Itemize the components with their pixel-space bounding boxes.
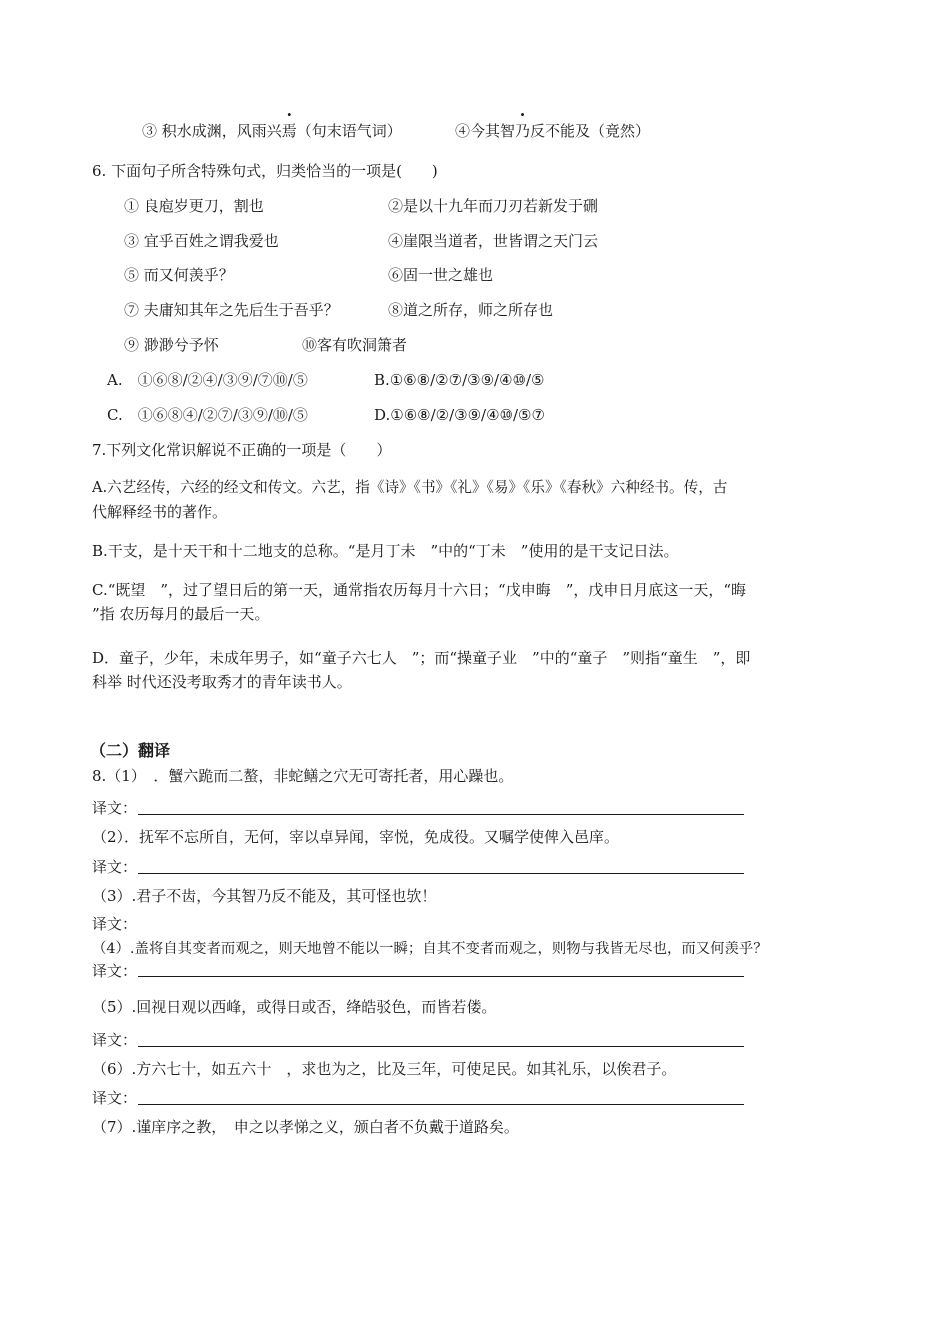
q7-option-b: B.干支，是十天干和十二地支的总称。“是月丁未 ”中的“丁未 ”使用的是干支记日法。 xyxy=(92,542,679,560)
translation-label-2: 译文： xyxy=(92,858,138,876)
answer-line-6[interactable] xyxy=(138,1104,744,1105)
q6-item-7: ⑦ 夫庸知其年之先后生于吾乎？ xyxy=(124,301,339,319)
q6-item-2: ②是以十九年而刀刃若新发于硎 xyxy=(388,197,599,215)
q6-option-c: C. ①⑥⑧④/②⑦/③⑨/⑩/⑤ xyxy=(107,406,308,424)
q6-item-6: ⑥固一世之雄也 xyxy=(388,266,494,284)
q6-item-4: ④崖限当道者，世皆谓之天门云 xyxy=(388,232,599,250)
q5-options-row xyxy=(142,121,402,141)
q6-stem: 6. 下面句子所含特殊句式，归类恰当的一项是( ) xyxy=(92,162,438,180)
q6-option-a: A. ①⑥⑧/②④/③⑨/⑦⑩/⑤ xyxy=(107,371,308,389)
q7-option-d-line2: 科举 时代还没考取秀才的青年读书人。 xyxy=(92,673,352,691)
q5-option3-pre: ③ 积水成渊，风雨兴 xyxy=(142,122,282,140)
q7-option-c-line2: ”指 农历每月的最后一天。 xyxy=(92,605,270,623)
section-title-translation: （二）翻译 xyxy=(90,741,171,760)
q6-option-b: B.①⑥⑧/②⑦/③⑨/④⑩/⑤ xyxy=(374,371,545,389)
q7-option-d-line1: D．童子，少年，未成年男子，如“童子六七人 ”；而“操童子业 ”中的“童子 ”则指“童生 ”，即 xyxy=(92,649,751,667)
q6-item-1: ① 良庖岁更刀，割也 xyxy=(124,197,264,215)
translation-label-4: 译文： xyxy=(92,962,138,980)
q5-option4-pre: ④今其智 xyxy=(455,122,516,140)
q5-option3-post: （句末语气词） xyxy=(296,122,402,140)
answer-line-1[interactable] xyxy=(138,814,744,815)
translation-label-3: 译文： xyxy=(92,915,138,933)
translation-label-6: 译文： xyxy=(92,1089,138,1107)
q6-item-9: ⑨ 渺渺兮予怀 xyxy=(124,336,219,354)
q7-option-a-line2: 代解释经书的著作。 xyxy=(92,503,228,521)
q7-stem: 7.下列文化常识解说不正确的一项是（ ） xyxy=(92,441,392,459)
q7-option-a-line1: A.六艺经传，六经的经文和传文。六艺，指《诗》《书》《礼》《易》《乐》《春秋》六种经书。传，古 xyxy=(92,479,728,496)
q6-item-5: ⑤ 而又何羡乎？ xyxy=(124,266,234,284)
q6-item-3: ③ 宜乎百姓之谓我爱也 xyxy=(124,232,279,250)
q5-option4-row xyxy=(455,121,650,141)
q5-option4-dotted-char: 乃 xyxy=(515,122,531,140)
q6-option-d: D.①⑥⑧/②/③⑨/④⑩/⑤⑦ xyxy=(374,406,545,424)
answer-line-4[interactable] xyxy=(138,976,744,977)
answer-line-2[interactable] xyxy=(138,873,744,874)
translation-label-5: 译文： xyxy=(92,1031,138,1049)
q5-option4-post: 反不能及（竟然） xyxy=(530,122,651,140)
translation-item-6: （6）.方六七十，如五六十 ，求也为之，比及三年，可使足民。如其礼乐，以俟君子。 xyxy=(92,1060,677,1078)
translation-item-1: 8.（1） ．蟹六跪而二螯，非蛇鳝之穴无可寄托者，用心躁也。 xyxy=(92,767,514,785)
translation-item-5: （5）.回视日观以西峰，或得日或否，绛皓驳色，而皆若偻。 xyxy=(92,998,497,1016)
translation-label-1: 译文： xyxy=(92,799,138,817)
q7-option-c-line1: C.“既望 ”，过了望日后的第一天，通常指农历每月十六日；“戊申晦 ”，戊申日月底这一天，“晦 xyxy=(92,581,747,599)
translation-item-2: （2）．抚军不忘所自，无何，宰以卓异闻，宰悦，免成役。又嘱学使俾入邑庠。 xyxy=(92,828,620,846)
q6-item-10: ⑩客有吹洞箫者 xyxy=(302,336,408,354)
answer-line-5[interactable] xyxy=(138,1046,744,1047)
q5-option3-dotted-char: 焉 xyxy=(281,122,297,140)
translation-item-4: （4）.盖将自其变者而观之，则天地曾不能以一瞬；自其不变者而观之，则物与我皆无尽也，而又何羡乎？ xyxy=(92,941,768,957)
translation-item-3: （3）.君子不齿，今其智乃反不能及，其可怪也欤！ xyxy=(92,887,437,905)
q6-item-8: ⑧道之所存，师之所存也 xyxy=(388,301,554,319)
translation-item-7: （7）.谨庠序之教， 申之以孝悌之义，颁白者不负戴于道路矣。 xyxy=(92,1118,519,1136)
